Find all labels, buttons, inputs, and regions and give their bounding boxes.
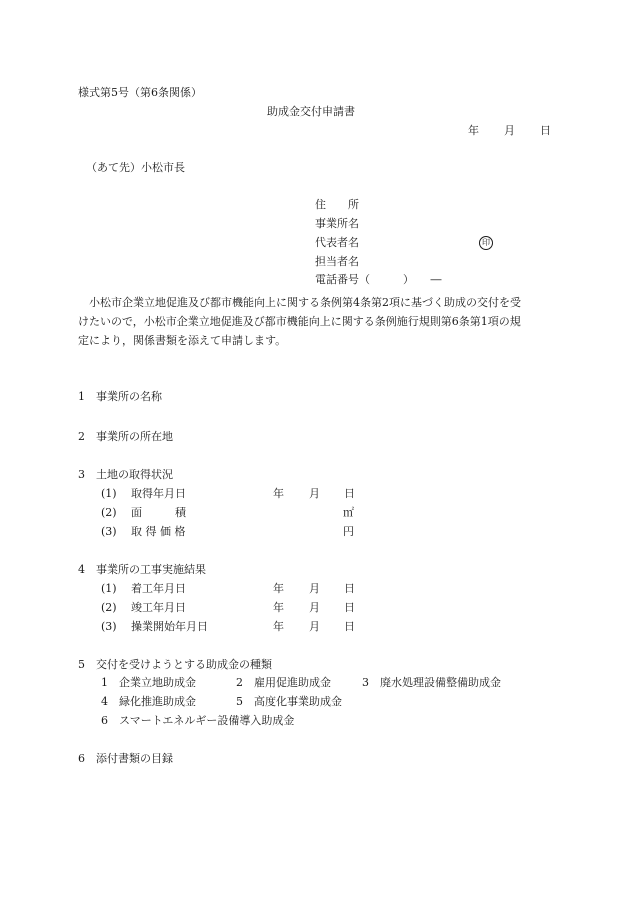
- land-item-2-unit: ㎡: [343, 506, 354, 519]
- section-1-office-name: 1 事業所の名称: [78, 390, 162, 403]
- date-month: 月: [504, 124, 515, 137]
- section-6-attachments: 6 添付書類の目録: [78, 752, 173, 765]
- construction-item-1-number: (1): [101, 582, 117, 595]
- construction-item-1-day: 日: [344, 582, 355, 595]
- land-item-1-day: 日: [344, 487, 355, 500]
- date-day: 日: [540, 124, 551, 137]
- land-item-3-number: (3): [101, 525, 117, 538]
- construction-item-2-year: 年: [273, 601, 284, 614]
- construction-item-3-year: 年: [273, 620, 284, 633]
- seal-mark: 印: [479, 236, 493, 250]
- construction-item-1-month: 月: [309, 582, 320, 595]
- land-item-3-unit: 円: [343, 525, 354, 538]
- land-item-2-number: (2): [101, 506, 117, 519]
- statement-line-2: けたいので，小松市企業立地促進及び都市機能向上に関する条例施行規則第6条第1項の規: [78, 315, 521, 328]
- construction-item-3-number: (3): [101, 620, 117, 633]
- addressee: （あて先）小松市長: [86, 161, 185, 174]
- phone-label: 電話番号（ ） ―: [315, 273, 442, 286]
- address-label: 住 所: [315, 198, 359, 211]
- application-statement: [78, 293, 552, 350]
- construction-item-3-label: 操業開始年月日: [131, 620, 208, 633]
- section-3-heading: 3 土地の取得状況: [78, 468, 173, 481]
- grant-option-3: 3 廃水処理設備整備助成金: [362, 676, 501, 689]
- grant-option-1: 1 企業立地助成金: [101, 676, 196, 689]
- section-2-office-location: 2 事業所の所在地: [78, 430, 173, 443]
- grant-option-4: 4 緑化推進助成金: [101, 695, 196, 708]
- land-item-3-label: 取 得 価 格: [131, 525, 186, 538]
- construction-item-3-month: 月: [309, 620, 320, 633]
- construction-item-1-year: 年: [273, 582, 284, 595]
- grant-option-2: 2 雇用促進助成金: [236, 676, 331, 689]
- construction-item-2-day: 日: [344, 601, 355, 614]
- date-year: 年: [468, 124, 479, 137]
- grant-option-6: 6 スマートエネルギー設備導入助成金: [101, 714, 295, 727]
- construction-item-1-label: 着工年月日: [131, 582, 186, 595]
- representative-label: 代表者名: [315, 236, 359, 249]
- land-item-2-label: 面 積: [131, 506, 186, 519]
- grant-option-5: 5 高度化事業助成金: [236, 695, 342, 708]
- person-in-charge-label: 担当者名: [315, 255, 359, 268]
- land-item-1-year: 年: [273, 487, 284, 500]
- document-title: 助成金交付申請書: [267, 105, 355, 118]
- land-item-1-number: (1): [101, 487, 117, 500]
- construction-item-2-label: 竣工年月日: [131, 601, 186, 614]
- statement-line-3: 定により，関係書類を添えて申請します。: [78, 334, 287, 347]
- land-item-1-month: 月: [309, 487, 320, 500]
- construction-item-3-day: 日: [344, 620, 355, 633]
- construction-item-2-number: (2): [101, 601, 117, 614]
- office-name-label: 事業所名: [315, 217, 359, 230]
- section-5-heading: 5 交付を受けようとする助成金の種類: [78, 658, 272, 671]
- construction-item-2-month: 月: [309, 601, 320, 614]
- section-4-heading: 4 事業所の工事実施結果: [78, 563, 206, 576]
- land-item-1-label: 取得年月日: [131, 487, 186, 500]
- form-number: 様式第5号（第6条関係）: [78, 86, 202, 99]
- statement-line-1: 小松市企業立地促進及び都市機能向上に関する条例第4条第2項に基づく助成の交付を受: [89, 296, 521, 309]
